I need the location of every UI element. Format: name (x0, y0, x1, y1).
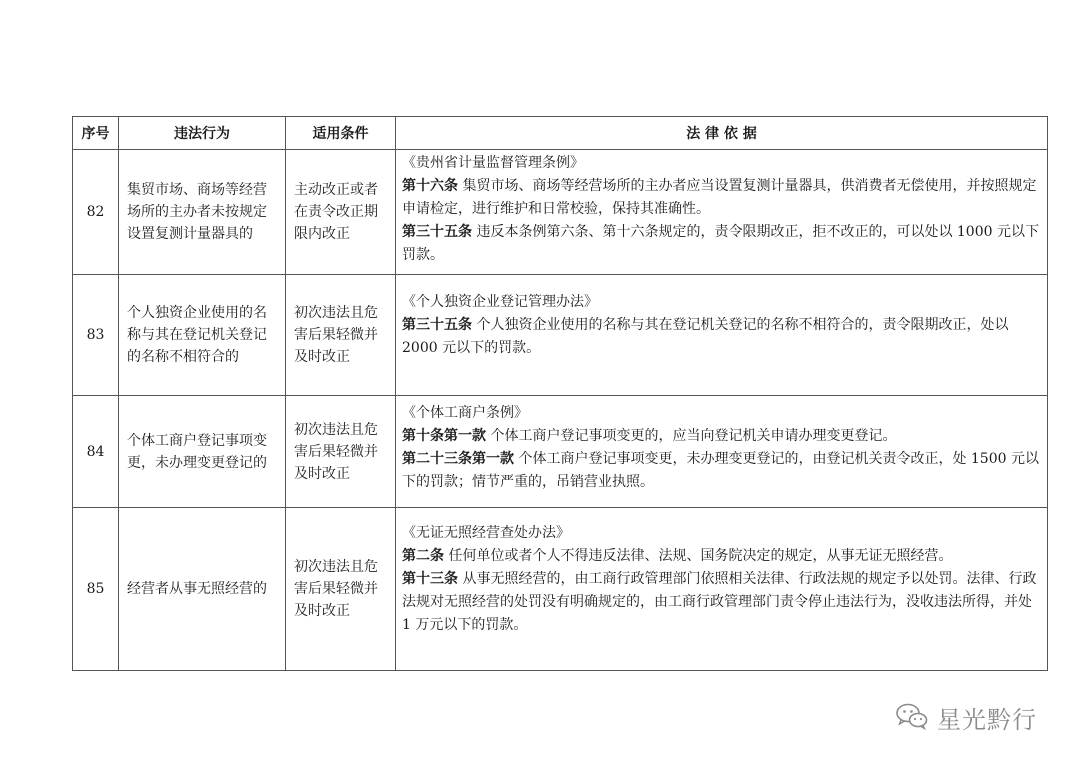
table-row (73, 150, 1048, 275)
applicable-condition: 初次违法且危害后果轻微并及时改正 (286, 508, 396, 671)
article-title: 第三十五条 (402, 224, 472, 240)
article-text: 个体工商户登记事项变更的，应当向登记机关申请办理变更登记。 (486, 428, 897, 444)
header-basis: 法 律 依 据 (396, 117, 1048, 150)
wechat-icon (895, 702, 929, 734)
article (402, 568, 1041, 637)
law-title: 《无证无照经营查处办法》 (402, 525, 570, 541)
legal-basis (396, 275, 1048, 396)
article-text: 任何单位或者个人不得违反法律、法规、国务院决定的规定，从事无证无照经营。 (444, 548, 953, 564)
law-title: 《个人独资企业登记管理办法》 (402, 294, 598, 310)
article (402, 425, 1041, 448)
article-text: 个人独资企业使用的名称与其在登记机关登记的名称不相符合的，责令限期改正，处以 2000 元以下的罚款。 (402, 317, 1009, 356)
row-number: 82 (73, 150, 119, 275)
table-header-row (73, 117, 1048, 150)
violation-behavior: 经营者从事无照经营的 (119, 508, 286, 671)
violation-behavior: 个体工商户登记事项变更，未办理变更登记的 (119, 396, 286, 508)
article (402, 314, 1041, 360)
law-table (72, 116, 1048, 671)
article (402, 448, 1041, 494)
header-condition: 适用条件 (286, 117, 396, 150)
row-number: 83 (73, 275, 119, 396)
row-number: 84 (73, 396, 119, 508)
article-title: 第十三条 (402, 571, 458, 587)
article-title: 第二条 (402, 548, 444, 564)
header-num: 序号 (73, 117, 119, 150)
law-title: 《贵州省计量监督管理条例》 (402, 155, 584, 171)
watermark (895, 700, 1037, 735)
table-row (73, 275, 1048, 396)
applicable-condition: 主动改正或者在责令改正期限内改正 (286, 150, 396, 275)
article (402, 221, 1041, 267)
article-text: 从事无照经营的，由工商行政管理部门依照相关法律、行政法规的规定予以处罚。法律、行政法规对无照经营的处罚没有明确规定的，由工商行政管理部门责令停止违法行为，没收违法所得，并处 1 万元以下的罚款。 (402, 571, 1037, 633)
legal-basis (396, 396, 1048, 508)
legal-basis (396, 508, 1048, 671)
violation-behavior: 集贸市场、商场等经营场所的主办者未按规定设置复测计量器具的 (119, 150, 286, 275)
article-title: 第三十五条 (402, 317, 472, 333)
article-title: 第二十三条第一款 (402, 451, 514, 467)
applicable-condition: 初次违法且危害后果轻微并及时改正 (286, 275, 396, 396)
table-row (73, 396, 1048, 508)
applicable-condition: 初次违法且危害后果轻微并及时改正 (286, 396, 396, 508)
article (402, 175, 1041, 221)
violation-behavior: 个人独资企业使用的名称与其在登记机关登记的名称不相符合的 (119, 275, 286, 396)
header-behavior: 违法行为 (119, 117, 286, 150)
watermark-text: 星光黔行 (937, 706, 1037, 734)
article-title: 第十六条 (402, 178, 458, 194)
article-title: 第十条第一款 (402, 428, 486, 444)
article-text: 违反本条例第六条、第十六条规定的，责令限期改正，拒不改正的，可以处以 1000 元以下罚款。 (402, 224, 1039, 263)
row-number: 85 (73, 508, 119, 671)
article (402, 545, 1041, 568)
article-text: 个体工商户登记事项变更，未办理变更登记的，由登记机关责令改正，处 1500 元以下的罚款；情节严重的，吊销营业执照。 (402, 451, 1039, 490)
article-text: 集贸市场、商场等经营场所的主办者应当设置复测计量器具，供消费者无偿使用，并按照规定申请检定，进行维护和日常校验，保持其准确性。 (402, 178, 1037, 217)
legal-basis (396, 150, 1048, 275)
table-row (73, 508, 1048, 671)
law-title: 《个体工商户条例》 (402, 405, 528, 421)
